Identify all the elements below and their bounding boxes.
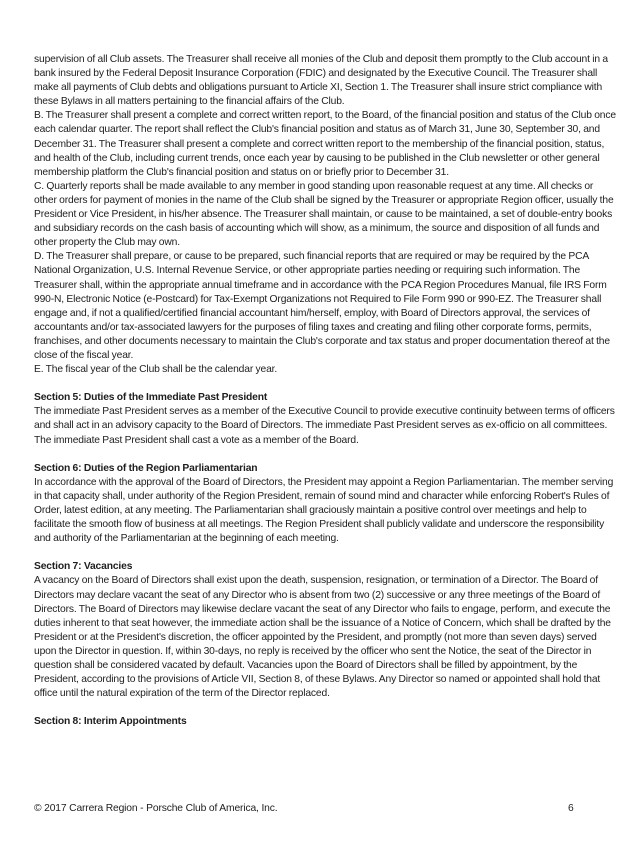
section-8 <box>34 715 618 729</box>
section-body: In accordance with the approval of the Board of Directors, the President may appoint a Region Parliamentarian. The member serving in that capacity shall, under authority of the Region President, remain of sound mind and character while enforcing Robert's Rules of Order, latest edition, at any meeting. The Parliamentarian shall graciously maintain a positive control over meetings and help to facilitate the smooth flow of business at all meetings. The Region President shall publicly validate and underscore the responsibility and authority of the Parliamentarian at the beginning of each meeting. <box>34 476 614 545</box>
section-body: A vacancy on the Board of Directors shall exist upon the death, suspension, resignation, or termination of a Director. The Board of Directors may declare vacant the seat of any Director who is absent from two (2) successive or any three meetings of the Board of Directors. The Board of Directors may likewise declare vacant the seat of any Director who fails to engage, perform, and execute the duties inherent to that seat however, the immediate action shall be the issuance of a Notice of Concern, which shall be drafted by the President or at the President's discretion, the officer appointed by the President, and promptly (not more than seven days) served upon the Director in question. If, within 30-days, no reply is received by the officer who sent the Notice, the seat of the Director in question shall be considered vacated by default. Vacancies upon the Board of Directors shall be filled by appointment, by the President, according to the provisions of Article VII, Section 8, of these Bylaws. Any Director so named or appointed shall hold that office until the natural expiration of the term of the Director replaced. <box>34 575 611 700</box>
paragraph-b: B. The Treasurer shall present a complete and correct written report, to the Board, of the financial position and status of the Club once each calendar quarter. The report shall reflect the Club's financial position and status as of March 31, June 30, September 30, and December 31. The Treasurer shall present a complete and correct written report to the membership of the financial position, status, and health of the Club, including current trends, once each year by causing to be published in the Club newsletter or other general membership platform the Club's financial position and status on or briefly prior to December 31. <box>34 110 616 178</box>
section-6 <box>34 462 618 547</box>
paragraph-c: C. Quarterly reports shall be made available to any member in good standing upon reasonable request at any time. All checks or other orders for payment of monies in the name of the Club shall be signed by the Treasurer or appropriate Region officer, usually the President or Vice President, in his/her absence. The Treasurer shall maintain, or cause to be maintained, a set of double-entry books and subsidiary records on the cash basis of accounting which will show, as a minimum, the source and disposition of all funds and other property the Club may own. <box>34 180 614 249</box>
treasurer-duties-continuation <box>34 53 618 377</box>
section-5 <box>34 391 618 447</box>
section-heading: Section 5: Duties of the Immediate Past President <box>34 392 268 404</box>
paragraph-a-continuation: supervision of all Club assets. The Treasurer shall receive all monies of the Club and deposit them promptly to the Club account in a bank insured by the Federal Deposit Insurance Corporation (FDIC) and designated by the Executive Council. The Treasurer shall make all payments of Club debts and obligations pursuant to Article XI, Section 1. The Treasurer shall insure strict compliance with these Bylaws in all matters pertaining to the financial affairs of the Club. <box>34 54 608 108</box>
section-heading: Section 6: Duties of the Region Parliamentarian <box>34 462 258 474</box>
copyright-notice: © 2017 Carrera Region - Porsche Club of America, Inc. <box>34 803 278 814</box>
section-body: The immediate Past President serves as a member of the Executive Council to provide executive continuity between terms of officers and shall act in an advisory capacity to the Board of Directors. The immediate Past President serves as ex-officio on all committees. The immediate Past President shall cast a vote as a member of the Board. <box>34 406 615 446</box>
page-number: 6 <box>568 803 574 814</box>
paragraph-d: D. The Treasurer shall prepare, or cause to be prepared, such financial reports that are required or may be required by the PCA National Organization, U.S. Internal Revenue Service, or other appropriate parties needing or requiring such information. The Treasurer shall, within the appropriate annual timeframe and in accordance with the PCA Region Procedures Manual, file IRS Form 990-N, Electronic Notice (e-Postcard) for Tax-Exempt Organizations not Required to File Form 990 or 990-EZ. The Treasurer shall engage and, if not a qualified/certified financial accountant him/herself, employ, with Board of Directors approval, the services of accountants and/or tax-associated lawyers for the purposes of filing taxes and creating and filing other corporate forms, permits, franchises, and other documents necessary to maintain the Club's corporate and tax status and proper documentation thereof at the close of the fiscal year. <box>34 251 610 361</box>
document-page <box>34 53 618 730</box>
section-7 <box>34 560 618 701</box>
paragraph-e: E. The fiscal year of the Club shall be the calendar year. <box>34 364 278 376</box>
section-heading: Section 8: Interim Appointments <box>34 716 187 728</box>
section-heading: Section 7: Vacancies <box>34 561 133 573</box>
